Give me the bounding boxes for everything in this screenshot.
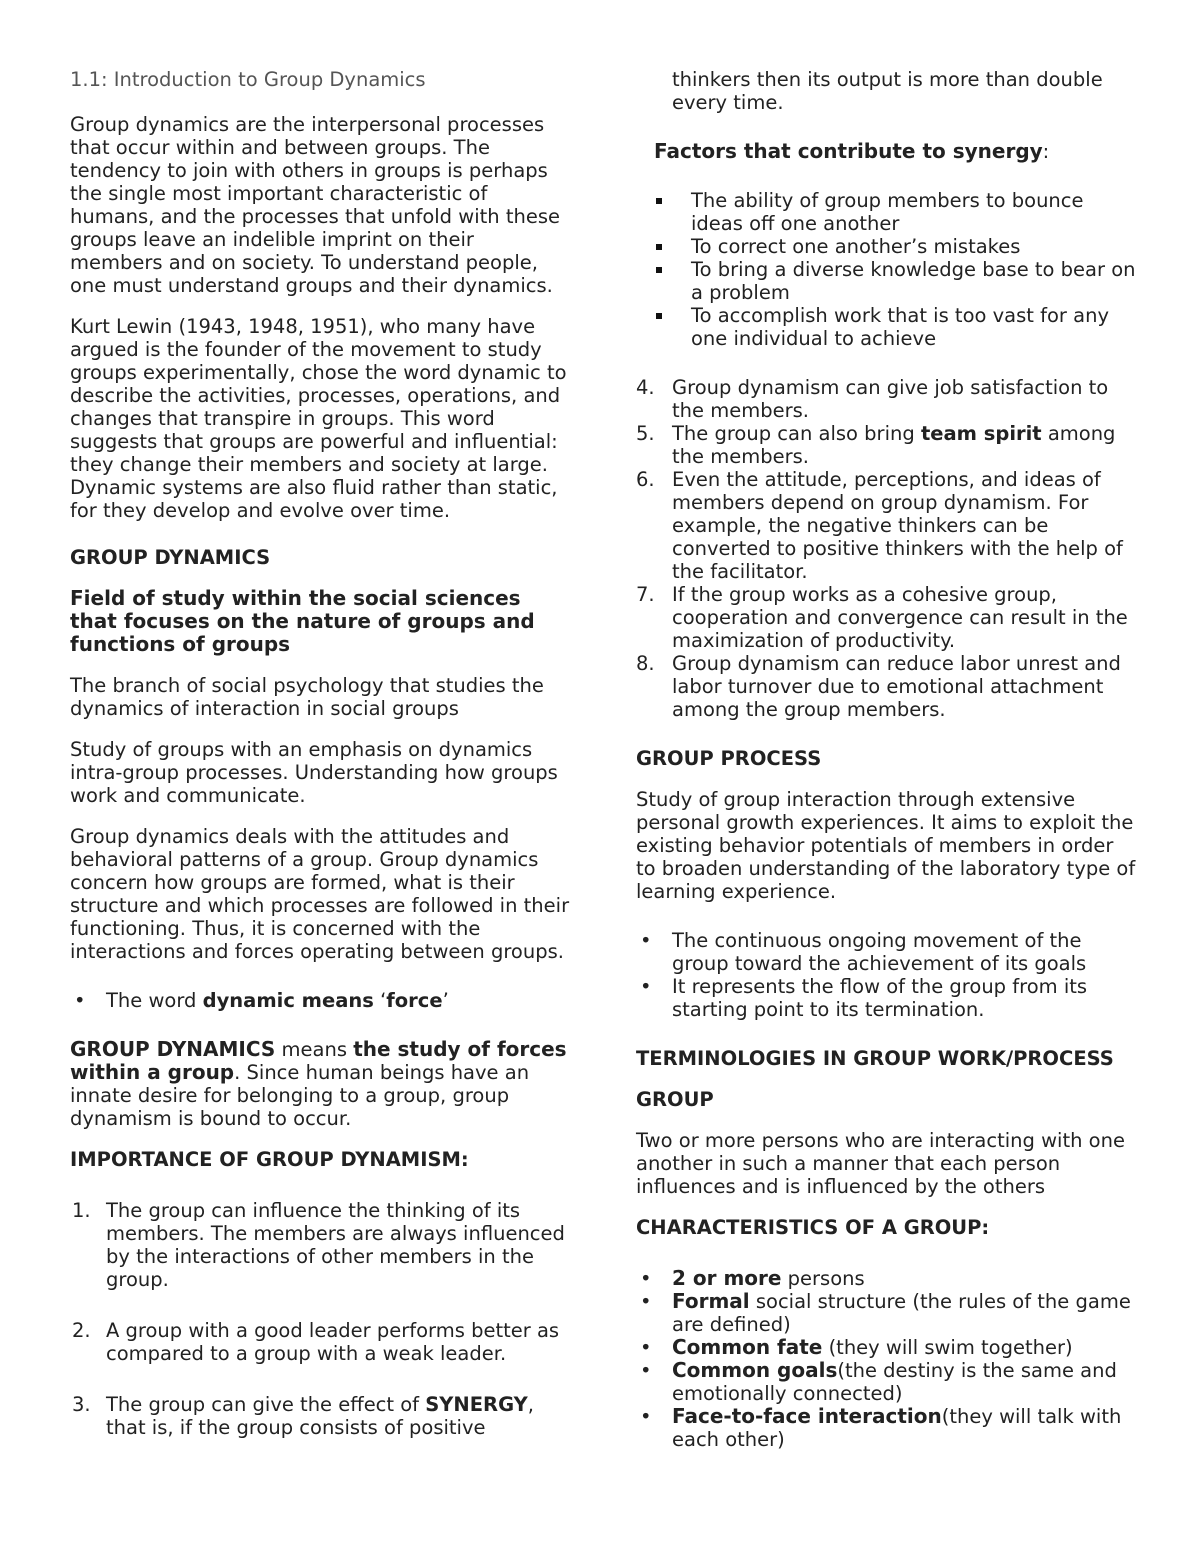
factor-item: To correct one another’s mistakes bbox=[636, 235, 1136, 258]
bullet-icon: • bbox=[640, 1290, 652, 1313]
group-dynamics-means bbox=[70, 1038, 570, 1130]
item5-bold: team spirit bbox=[920, 422, 1042, 445]
item-number: 5. bbox=[636, 422, 655, 445]
study-definition: Study of groups with an emphasis on dynamics intra-group processes. Understanding how groups work and communicate. bbox=[70, 738, 558, 807]
characteristic-item: • Common fate (they will swim together) bbox=[640, 1335, 1073, 1359]
characteristic-item: • Common goals(the destiny is the same and emotionally connected) bbox=[640, 1358, 1117, 1405]
means-mid: means bbox=[275, 1038, 354, 1061]
means-rest: . Since human beings have an innate desire for belonging to a group, group dynamism is bound to occur. bbox=[70, 1061, 530, 1130]
item-number: 2. bbox=[72, 1319, 91, 1342]
item-number: 7. bbox=[636, 583, 655, 606]
branch-definition: The branch of social psychology that studies the dynamics of interaction in social groups bbox=[70, 674, 544, 720]
factor-item: The ability of group members to bounce ideas off one another bbox=[636, 189, 1136, 235]
factors-heading bbox=[636, 140, 1136, 163]
importance-list-continued bbox=[636, 376, 1136, 721]
item3-continuation: thinkers then its output is more than double every time. bbox=[672, 68, 1103, 114]
characteristic-item: • 2 or more persons bbox=[640, 1266, 865, 1290]
factors-bold: Factors that contribute to synergy bbox=[654, 139, 1043, 163]
word-prefix: The word bbox=[106, 989, 203, 1012]
item-number: 8. bbox=[636, 652, 655, 675]
importance-item-1 bbox=[70, 1199, 570, 1291]
process-bullet-item: • It represents the flow of the group from its starting point to its termination. bbox=[640, 975, 1088, 1021]
group-heading: GROUP bbox=[636, 1088, 714, 1111]
intro-paragraph-1: Group dynamics are the interpersonal processes that occur within and between groups. The tendency to join with others in groups is perhaps the single most important characteristic of humans, and the processes that unfold with these groups leave an indelible imprint on their members and on society. To understand people, one must understand groups and their dynamics. bbox=[70, 113, 560, 297]
process-bullets bbox=[636, 929, 1136, 1021]
group-definition: Two or more persons who are interacting with one another in such a manner that each person influences and is influenced by the others bbox=[636, 1129, 1125, 1198]
characteristic-item: • Formal social structure (the rules of the game are defined) bbox=[640, 1289, 1131, 1336]
word-force: force bbox=[386, 989, 443, 1012]
section-title: 1.1: Introduction to Group Dynamics bbox=[70, 68, 426, 91]
process-bullet-item: • The continuous ongoing movement of the group toward the achievement of its goals bbox=[640, 929, 1087, 975]
bullet-icon: • bbox=[640, 1336, 652, 1359]
importance-item-3 bbox=[70, 1393, 570, 1439]
item-number: 1. bbox=[72, 1199, 91, 1222]
characteristics-heading: CHARACTERISTICS OF A GROUP: bbox=[636, 1216, 990, 1239]
characteristics-list bbox=[636, 1267, 1136, 1451]
group-dynamics-heading: GROUP DYNAMICS bbox=[70, 546, 271, 569]
left-column bbox=[70, 68, 570, 1439]
importance-item-4 bbox=[636, 376, 1136, 422]
group-process-heading: GROUP PROCESS bbox=[636, 747, 822, 770]
word-quote-close: ’ bbox=[442, 989, 449, 1012]
square-bullet-icon bbox=[656, 198, 662, 204]
dynamic-word-bullet bbox=[70, 989, 570, 1012]
bullet-icon: • bbox=[640, 929, 652, 952]
item-text: Group dynamism can reduce labor unrest and labor turnover due to emotional attachment among the group members. bbox=[672, 652, 1121, 721]
word-bold: dynamic means bbox=[202, 989, 374, 1012]
item-text: If the group works as a cohesive group, cooperation and convergence can result in the maximization of productivity. bbox=[672, 583, 1128, 652]
item3-post: , that is, if the group consists of positive bbox=[106, 1393, 534, 1439]
bullet-icon: • bbox=[640, 975, 652, 998]
means-bold-1: GROUP DYNAMICS bbox=[70, 1037, 276, 1061]
item-text: The group can influence the thinking of its members. The members are always influenced by the interactions of other members in the group. bbox=[106, 1199, 565, 1291]
importance-item-2 bbox=[70, 1319, 570, 1365]
importance-item-5 bbox=[636, 422, 1136, 468]
item3-bold: SYNERGY bbox=[425, 1393, 528, 1416]
bullet-icon: • bbox=[74, 989, 86, 1012]
factor-item: To bring a diverse knowledge base to bear on a problem bbox=[636, 258, 1136, 304]
item-text: Group dynamism can give job satisfaction to the members. bbox=[672, 376, 1109, 422]
importance-heading: IMPORTANCE OF GROUP DYNAMISM: bbox=[70, 1148, 469, 1171]
means-bold-2: the study of forces within a group bbox=[70, 1037, 567, 1084]
item5-pre: The group can also bring bbox=[672, 422, 921, 445]
square-bullet-icon bbox=[656, 313, 662, 319]
right-column bbox=[636, 68, 1136, 1451]
intro-paragraph-2: Kurt Lewin (1943, 1948, 1951), who many have argued is the founder of the movement to study groups experimentally, chose the word dynamic to describe the activities, processes, operations, and changes that transpire in groups. This word suggests that groups are powerful and influential: they change their members and society at large. Dynamic systems are also fluid rather than static, for they develop and evolve over time. bbox=[70, 315, 567, 522]
characteristic-item: • Face-to-face interaction(they will talk with each other) bbox=[640, 1404, 1122, 1451]
deals-definition: Group dynamics deals with the attitudes and behavioral patterns of a group. Group dynamics concern how groups are formed, what is their structure and which processes are followed in their functioning. Thus, it is concerned with the interactions and forces operating between groups. bbox=[70, 825, 570, 963]
square-bullet-icon bbox=[656, 244, 662, 250]
item-text: Even the attitude, perceptions, and ideas of members depend on group dynamism. For example, the negative thinkers can be converted to positive thinkers with the help of the facilitator. bbox=[672, 468, 1123, 583]
group-process-paragraph: Study of group interaction through extensive personal growth experiences. It aims to exploit the existing behavior potentials of members in order to broaden understanding of the laboratory type of learning experience. bbox=[636, 788, 1136, 903]
terminologies-heading: TERMINOLOGIES IN GROUP WORK/PROCESS bbox=[636, 1047, 1114, 1070]
item-text: A group with a good leader performs better as compared to a group with a weak leader. bbox=[106, 1319, 560, 1365]
importance-item-6 bbox=[636, 468, 1136, 583]
factors-colon: : bbox=[1042, 140, 1050, 163]
factors-list bbox=[636, 189, 1136, 350]
item5-post: among the members. bbox=[672, 422, 1116, 468]
bullet-icon: • bbox=[640, 1405, 652, 1428]
word-quote-open: ‘ bbox=[373, 989, 387, 1012]
importance-item-7 bbox=[636, 583, 1136, 652]
factor-item: To accomplish work that is too vast for any one individual to achieve bbox=[636, 304, 1136, 350]
importance-item-8 bbox=[636, 652, 1136, 721]
field-of-study-definition: Field of study within the social sciences that focuses on the nature of groups and functions of groups bbox=[70, 586, 535, 656]
item-number: 3. bbox=[72, 1393, 91, 1416]
square-bullet-icon bbox=[656, 267, 662, 273]
bullet-icon: • bbox=[640, 1267, 652, 1290]
item3-pre: The group can give the effect of bbox=[106, 1393, 426, 1416]
item-number: 6. bbox=[636, 468, 655, 491]
item-number: 4. bbox=[636, 376, 655, 399]
bullet-icon: • bbox=[640, 1359, 652, 1382]
